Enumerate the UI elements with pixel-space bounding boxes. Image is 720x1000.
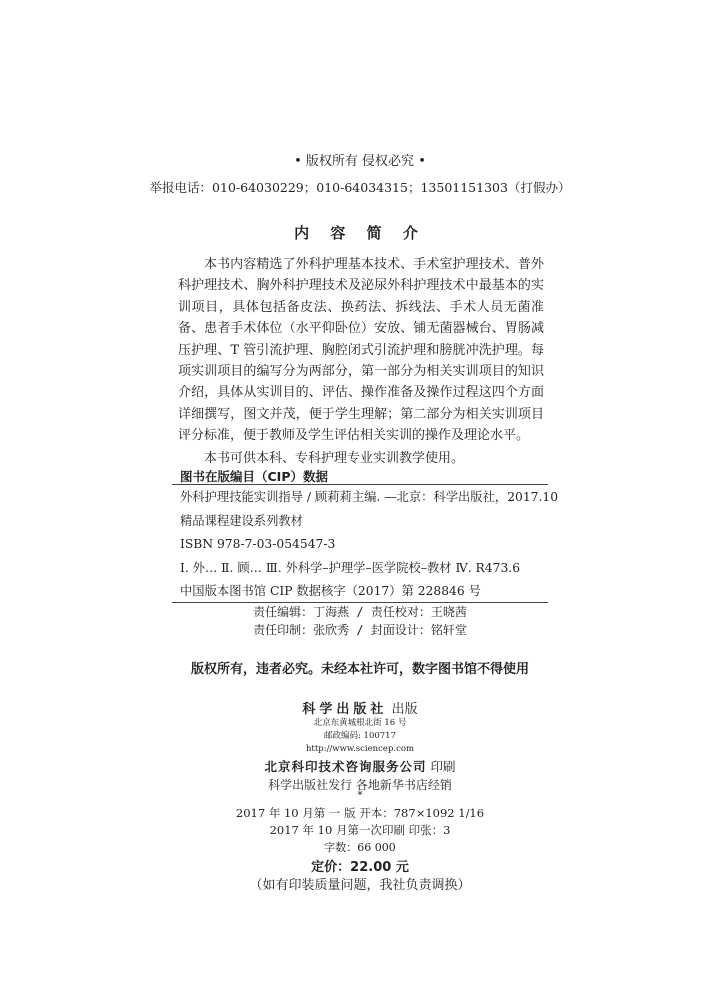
printer-line	[0, 757, 720, 775]
publisher-address: 北京东黄城根北街 16 号	[313, 718, 407, 728]
distributor-line: 科学出版社发行 各地新华书店经销	[268, 778, 452, 792]
cip-data-block	[180, 486, 559, 604]
cip-line-series: 精品课程建设系列教材	[180, 513, 303, 528]
copyright-line: • 版权所有 侵权必究 •	[294, 154, 426, 169]
publisher-name: 科学出版社	[302, 702, 388, 717]
word-count: 字数：66 000	[324, 841, 396, 854]
summary-text	[178, 254, 544, 469]
digital-rights-notice: 版权所有，违者必究。未经本社许可，数字图书馆不得使用	[190, 662, 529, 677]
report-hotline: 举报电话：010-64030229；010-64034315；13501151303（打假办）	[149, 180, 571, 195]
printer-role: 印刷	[430, 759, 456, 774]
defect-exchange-note: （如有印装质量问题，我社负责调换）	[249, 878, 471, 893]
cip-line-title: 外科护理技能实训指导 / 顾莉莉主编. —北京：科学出版社，2017.10	[180, 490, 559, 504]
publisher-line	[0, 698, 720, 717]
summary-paragraph-1: 本书内容精选了外科护理基本技术、手术室护理技术、普外科护理技术、胸外科护理技术及泌尿外科护理技术中最基本的实训项目，具体包括备皮法、换药法、拆线法、手术人员无菌准备、患者手术体位（水平仰卧位）安放、铺无菌器械台、胃肠减压护理、T 管引流护理、胸腔闭式引流护理和膀胱冲洗护理。每项实训项目的编写分为两部分，第一部分为相关实训项目的知识介绍，具体从实训目的、评估、操作准备及操作过程这四个方面详细撰写，图文并茂，便于学生理解；第二部分为相关实训项目评分标准，便于教师及学生评估相关实训的操作及理论水平。	[178, 257, 544, 444]
cip-line-classification: Ⅰ. 外… Ⅱ. 顾… Ⅲ. 外科学–护理学–医学院校–教材 Ⅳ. R473.6	[180, 560, 521, 575]
publisher-role: 出版	[391, 702, 418, 717]
publisher-postcode: 邮政编码: 100717	[323, 731, 396, 741]
summary-title: 内 容 简 介	[294, 224, 426, 242]
publisher-website: http://www.sciencep.com	[305, 744, 415, 754]
cip-line-record-number: 中国版本图书馆 CIP 数据核字（2017）第 228846 号	[180, 584, 481, 598]
printer-name: 北京科印技术咨询服务公司	[264, 759, 427, 774]
cip-heading: 图书在版编目（CIP）数据	[180, 469, 328, 484]
editor-credits	[0, 603, 720, 639]
price: 定价：22.00 元	[311, 860, 409, 875]
editor-line-2: 责任印制：张欣秀 / 封面设计：铭轩堂	[253, 623, 467, 637]
cip-line-isbn: ISBN 978-7-03-054547-3	[180, 537, 336, 551]
editor-line-1: 责任编辑：丁海燕 / 责任校对：王晓茜	[253, 605, 467, 619]
edition-line-2: 2017 年 10 月第一次印刷 印张：3	[269, 823, 451, 837]
separator-star: *	[357, 790, 363, 801]
cip-top-rule	[172, 484, 548, 485]
edition-line-1: 2017 年 10 月第 一 版 开本：787×1092 1/16	[235, 806, 485, 820]
summary-paragraph-2: 本书可供本科、专科护理专业实训教学使用。	[204, 450, 465, 466]
